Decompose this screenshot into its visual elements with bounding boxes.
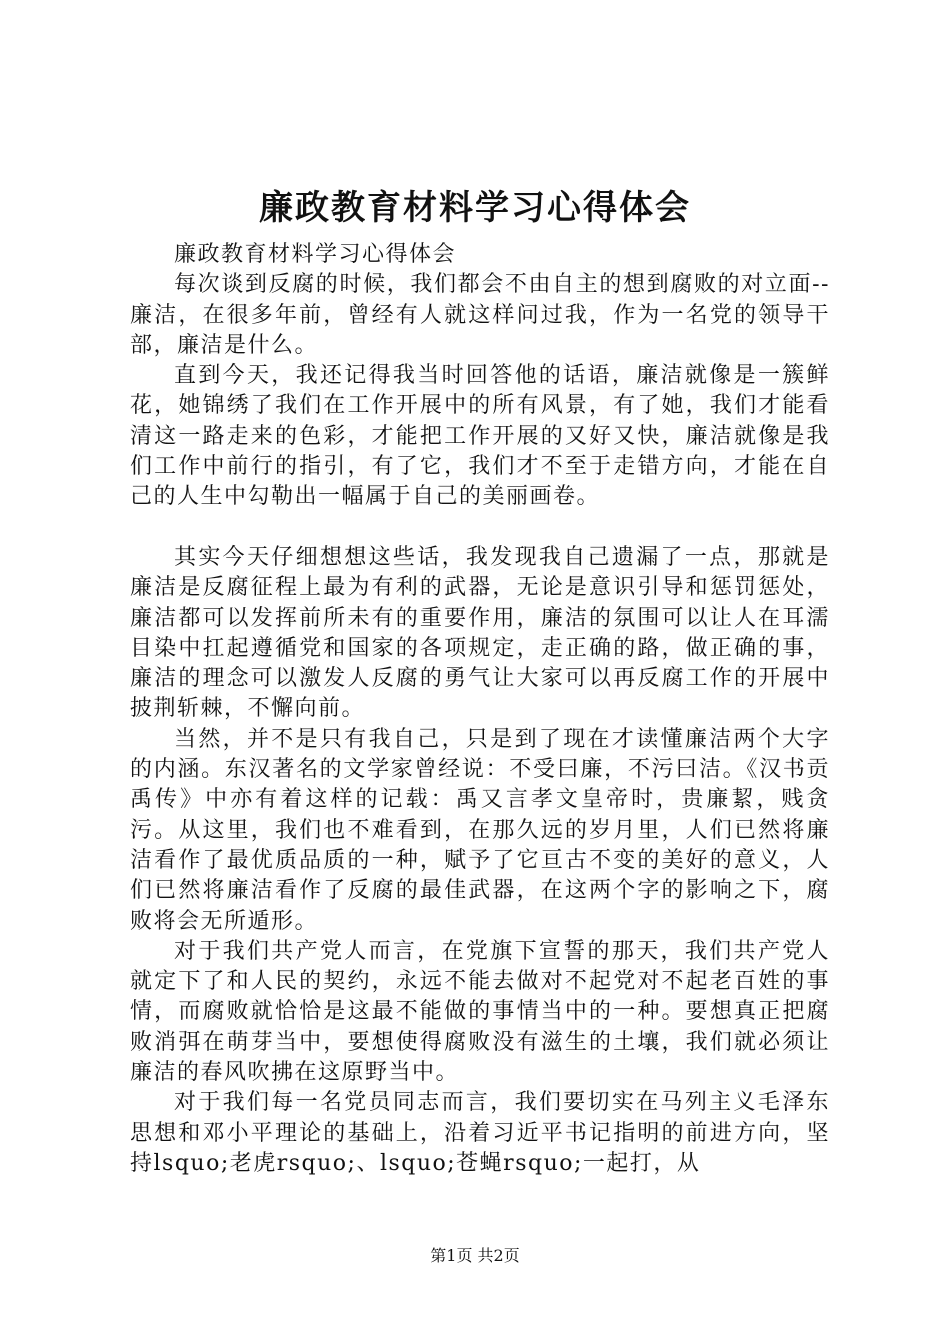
body-paragraph: 每次谈到反腐的时候，我们都会不由自主的想到腐败的对立面--廉洁，在很多年前，曾经有人就这样问过我，作为一名党的领导干部，廉洁是什么。 (130, 272, 830, 358)
body-paragraph: 廉政教育材料学习心得体会 (174, 242, 457, 267)
document-body (130, 240, 830, 1179)
document-title: 廉政教育材料学习心得体会 (259, 188, 691, 228)
body-paragraph: 当然，并不是只有我自己，只是到了现在才读懂廉洁两个大字的内涵。东汉著名的文学家曾经说：不受曰廉，不污曰洁。《汉书贡禹传》中亦有着这样的记载：禹又言孝文皇帝时，贵廉絜，贱贪污。从这里，我们也不难看到，在那久远的岁月里，人们已然将廉洁看作了最优质品质的一种，赋予了它亘古不变的美好的意义，人们已然将廉洁看作了反腐的最佳武器，在这两个字的影响之下，腐败将会无所遁形。 (130, 726, 830, 934)
body-paragraph: 直到今天，我还记得我当时回答他的话语，廉洁就像是一簇鲜花，她锦绣了我们在工作开展中的所有风景，有了她，我们才能看清这一路走来的色彩，才能把工作开展的又好又快，廉洁就像是我们工作中前行的指引，有了它，我们才不至于走错方向，才能在自己的人生中勾勒出一幅属于自己的美丽画卷。 (130, 363, 830, 510)
body-paragraph: 对于我们每一名党员同志而言，我们要切实在马列主义毛泽东思想和邓小平理论的基础上，沿着习近平书记指明的前进方向，坚持lsquo;老虎rsquo;、lsquo;苍蝇rsquo;一起打，从 (130, 1090, 830, 1176)
body-paragraph: 其实今天仔细想想这些话，我发现我自己遗漏了一点，那就是廉洁是反腐征程上最为有利的武器，无论是意识引导和惩罚惩处，廉洁都可以发挥前所未有的重要作用，廉洁的氛围可以让人在耳濡目染中扛起遵循党和国家的各项规定，走正确的路，做正确的事，廉洁的理念可以激发人反腐的勇气让大家可以再反腐工作的开展中披荆斩棘，不懈向前。 (130, 544, 830, 722)
page-number-footer: 第1页 共2页 (430, 1246, 520, 1265)
body-paragraph: 对于我们共产党人而言，在党旗下宣誓的那天，我们共产党人就定下了和人民的契约，永远不能去做对不起党对不起老百姓的事情，而腐败就恰恰是这最不能做的事情当中的一种。要想真正把腐败消弭在萌芽当中，要想使得腐败没有滋生的土壤，我们就必须让廉洁的春风吹拂在这原野当中。 (130, 938, 830, 1086)
